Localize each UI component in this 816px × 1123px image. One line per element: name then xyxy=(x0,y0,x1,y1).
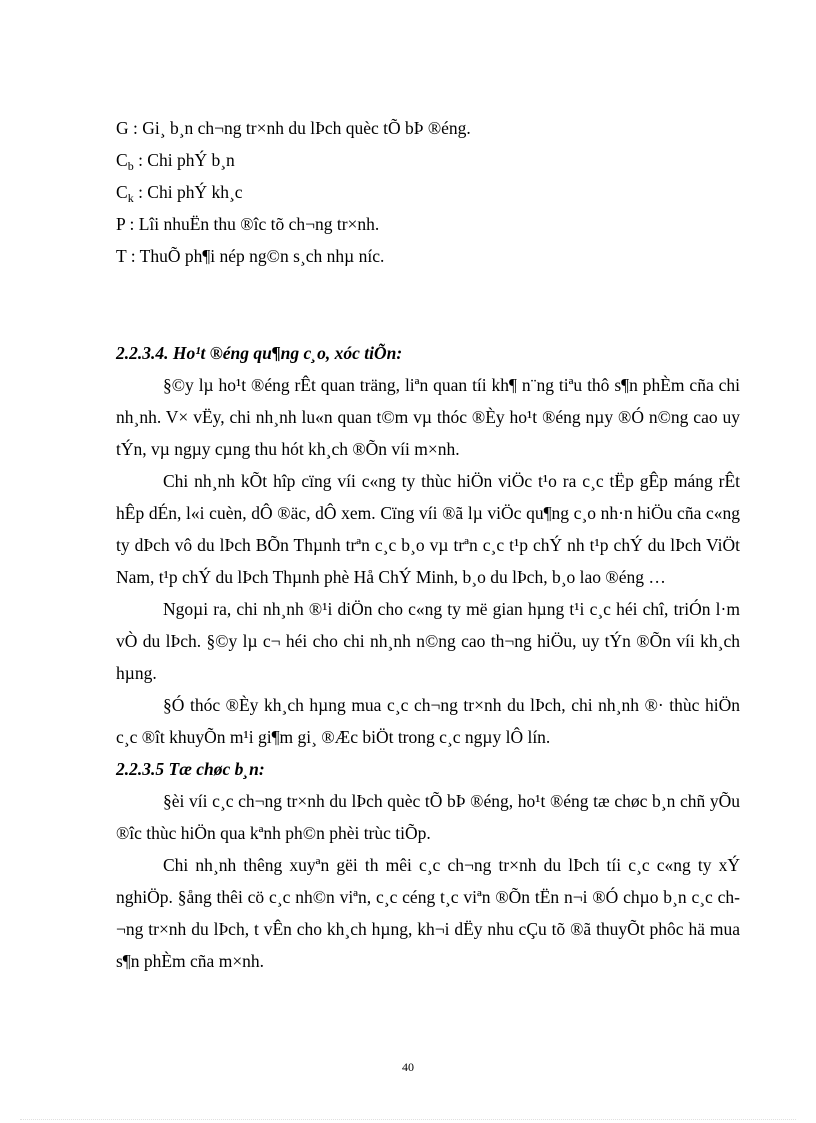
definition-t xyxy=(116,240,756,272)
definition-subscript: b xyxy=(127,159,134,173)
definition-text: : Chi phÝ kh¸c xyxy=(133,182,243,202)
definition-ck xyxy=(116,176,756,208)
page-number: 40 xyxy=(402,1060,414,1074)
definition-symbol: C xyxy=(116,182,128,202)
definition-p xyxy=(116,208,756,240)
main-content xyxy=(116,337,740,977)
definition-g xyxy=(116,112,756,144)
symbol-definitions xyxy=(116,112,756,272)
definition-symbol: T xyxy=(116,246,127,266)
section-heading-advertising: 2.2.3.4. Ho¹t ®éng qu¶ng c¸o, xóc tiÕn: xyxy=(116,343,403,363)
definition-subscript: k xyxy=(127,191,134,205)
paragraph: Chi nh¸nh thêng xuyªn gëi th mêi c¸c ch¬ng tr×nh du lÞch tíi c¸c c«ng ty xÝ nghiÖp. §ång thêi cö c¸c nh©n viªn, c¸c céng t¸c viªn ®Õn tËn n¬i ®Ó chµo b¸n c¸c ch¬ng tr×nh du lÞch, t vÊn cho kh¸ch hµng, kh¬i dËy nhu cÇu tõ ®ã thuyÕt phôc hä mua s¶n phÈm cña m×nh. xyxy=(116,855,740,971)
definition-text: : ThuÕ ph¶i nép ng©n s¸ch nhµ níc. xyxy=(126,246,385,266)
definition-symbol: P xyxy=(116,214,126,234)
definition-cb xyxy=(116,144,756,176)
page-bottom-divider xyxy=(20,1119,796,1120)
paragraph: §©y lµ ho¹t ®éng rÊt quan träng, liªn quan tíi kh¶ n¨ng tiªu thô s¶n phÈm cña chi nh¸nh. V× vËy, chi nh¸nh lu«n quan t©m vµ thóc ®Èy ho¹t ®éng nµy ®Ó n©ng cao uy tÝn, vµ ngµy cµng thu hót kh¸ch ®Õn víi m×nh. xyxy=(116,375,740,459)
definition-text: : Lîi nhuËn thu ®îc tõ ch¬ng tr×nh. xyxy=(125,214,380,234)
definition-text: : Chi phÝ b¸n xyxy=(133,150,235,170)
paragraph: §Ó thóc ®Èy kh¸ch hµng mua c¸c ch¬ng tr×nh du lÞch, chi nh¸nh ®· thùc hiÖn c¸c ®ît khuyÕn m¹i gi¶m gi¸ ®Æc biÖt trong c¸c ngµy lÔ lín. xyxy=(116,695,740,747)
paragraph: Chi nh¸nh kÕt hîp cïng víi c«ng ty thùc hiÖn viÖc t¹o ra c¸c tËp gÊp máng rÊt hÊp dÉn, l«i cuèn, dÔ ®äc, dÔ xem. Cïng víi ®ã lµ viÖc qu¶ng c¸o nh·n hiÖu cña c«ng ty dÞch vô du lÞch BÕn Thµnh trªn c¸c b¸o vµ trªn c¸c t¹p chÝ nh t¹p chÝ du lÞch ViÖt Nam, t¹p chÝ du lÞch Thµnh phè Hå ChÝ Minh, b¸o du lÞch, b¸o lao ®éng … xyxy=(116,471,740,587)
paragraph: Ngoµi ra, chi nh¸nh ®¹i diÖn cho c«ng ty më gian hµng t¹i c¸c héi chî, triÓn l·m vÒ du lÞch. §©y lµ c¬ héi cho chi nh¸nh n©ng cao th¬ng hiÖu, uy tÝn ®Õn víi kh¸ch hµng. xyxy=(116,599,740,683)
paragraph: §èi víi c¸c ch¬ng tr×nh du lÞch quèc tÕ bÞ ®éng, ho¹t ®éng tæ chøc b¸n chñ yÕu ®îc thùc hiÖn qua kªnh ph©n phèi trùc tiÕp. xyxy=(116,791,740,843)
section-heading-sales: 2.2.3.5 Tæ chøc b¸n: xyxy=(116,759,265,779)
definition-symbol: C xyxy=(116,150,128,170)
definition-text: : Gi¸ b¸n ch¬ng tr×nh du lÞch quèc tÕ bÞ ®éng. xyxy=(128,118,471,138)
definition-symbol: G xyxy=(116,118,129,138)
